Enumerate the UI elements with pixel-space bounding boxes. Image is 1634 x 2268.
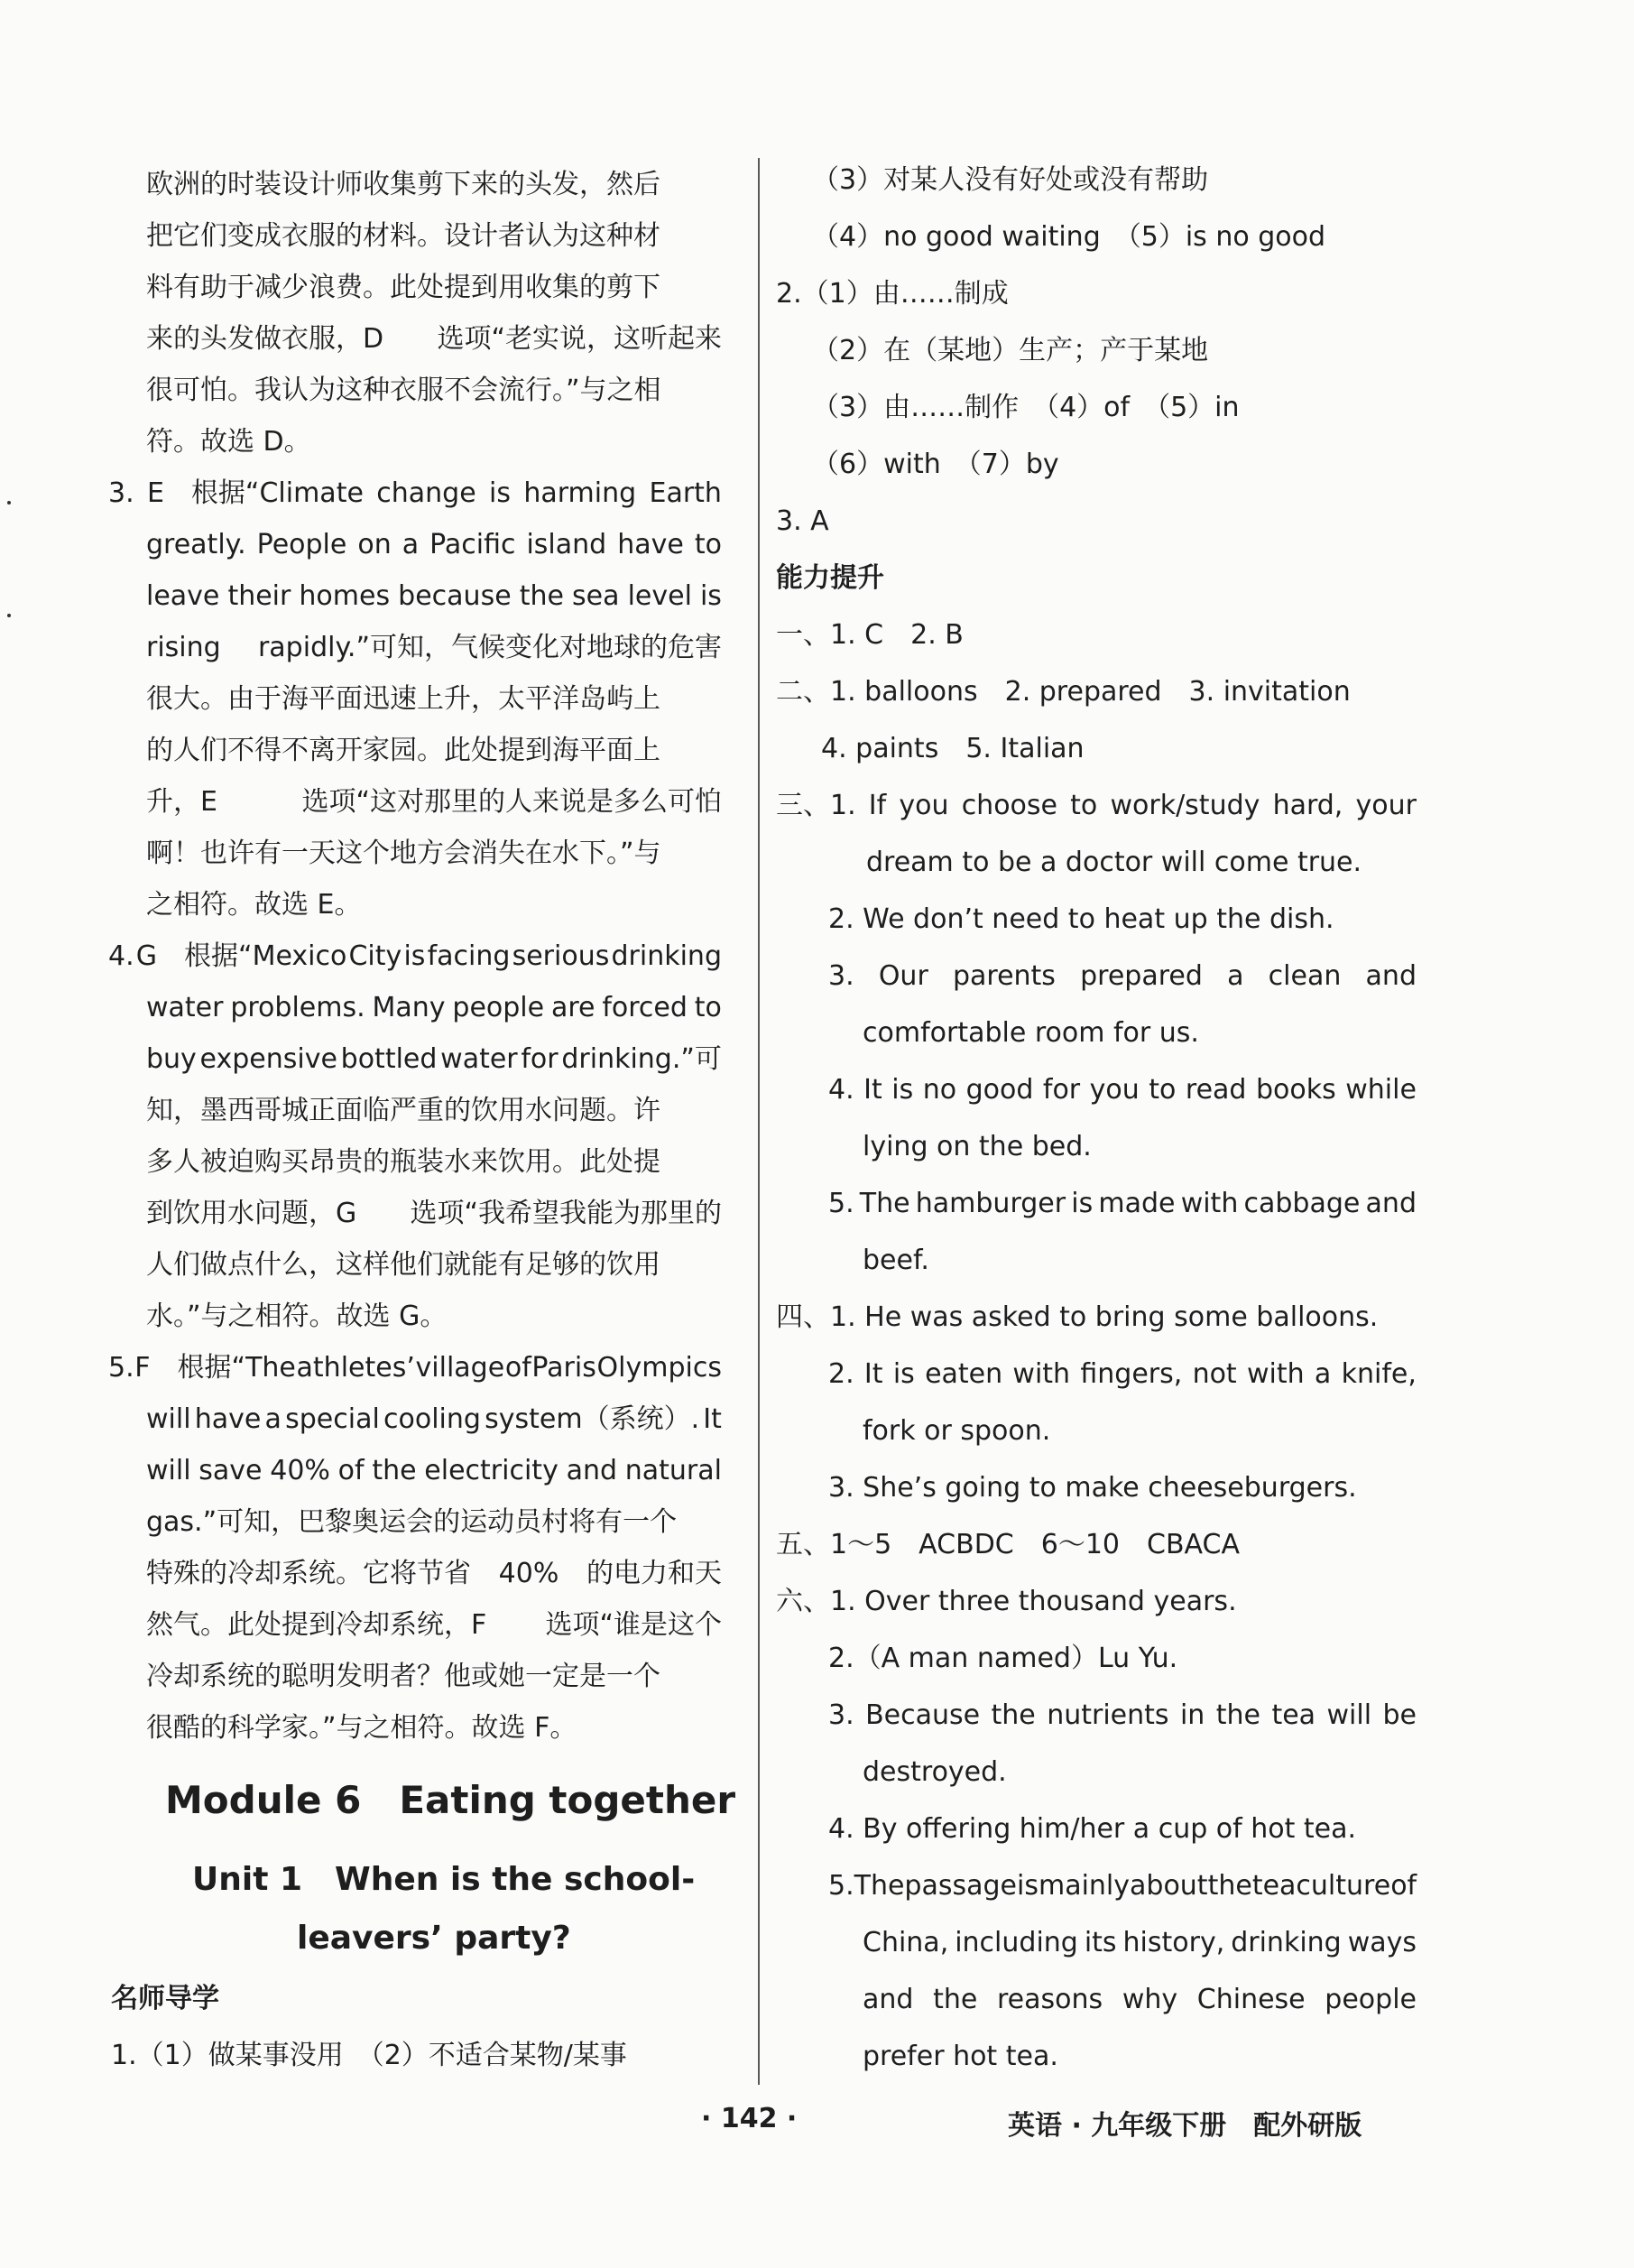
text-line: beef. [863, 1245, 929, 1276]
text-line: 五、1～5 ACBDC 6～10 CBACA [776, 1529, 1240, 1560]
text-line: 二、1. balloons 2. prepared 3. invitation [776, 676, 1351, 708]
text-line: 四、1. He was asked to bring some balloons. [776, 1301, 1379, 1333]
text-line: water problems. Many people are forced to [146, 992, 722, 1023]
margin-mark [7, 614, 11, 617]
text-line: （4）no good waiting （5）is no good [812, 221, 1326, 253]
text-line: 3. A [776, 505, 829, 537]
text-line: 特殊的冷却系统。它将节省 40% 的电力和天 [146, 1558, 722, 1589]
text-line: 4. G 根据“Mexico City is facing serious drinking [108, 940, 722, 972]
text-line: 的人们不得不离开家园。此处提到海平面上 [146, 735, 660, 766]
text-line: dream to be a doctor will come true. [866, 847, 1362, 878]
text-line: 欧洲的时装设计师收集剪下来的头发，然后 [146, 169, 660, 200]
text-line: 2.（A man named）Lu Yu. [828, 1643, 1178, 1674]
text-line: （3）由……制作 （4）of （5）in [812, 392, 1240, 423]
text-line: 5. The hamburger is made with cabbage and [828, 1188, 1417, 1219]
text-line: 知，墨西哥城正面临严重的饮用水问题。许 [146, 1095, 660, 1126]
text-line: 把它们变成衣服的材料。设计者认为这种材 [146, 220, 660, 252]
text-line: 然气。此处提到冷却系统，F 选项“谁是这个 [146, 1609, 722, 1641]
text-line: 3. She’s going to make cheeseburgers. [828, 1472, 1357, 1504]
page-number: · 142 · [701, 2103, 798, 2134]
text-line: 料有助于减少浪费。此处提到用收集的剪下 [146, 272, 660, 303]
text-line: （2）在（某地）生产；产于某地 [812, 335, 1209, 366]
text-line: 5. F 根据“The athletes’ village of Paris Olympics [108, 1352, 722, 1384]
text-line: 到饮用水问题，G 选项“我希望我能为那里的 [146, 1198, 722, 1229]
text-line: 水。”与之相符。故选 G。 [146, 1301, 448, 1332]
text-line: 冷却系统的聪明发明者？他或她一定是一个 [146, 1661, 660, 1692]
section-heading-guide: 名师导学 [111, 1983, 219, 2014]
unit-title-line-2: leavers’ party? [297, 1920, 571, 1957]
text-line: gas.”可知，巴黎奥运会的运动员村将有一个 [146, 1506, 678, 1538]
text-line: 很可怕。我认为这种衣服不会流行。”与之相 [146, 375, 661, 406]
text-line: 人们做点什么，这样他们就能有足够的饮用 [146, 1249, 660, 1281]
text-line: 3. Our parents prepared a clean and [828, 960, 1417, 992]
text-line: leave their homes because the sea level is [146, 580, 722, 612]
text-line: 3. E 根据“Climate change is harming Earth [108, 477, 722, 509]
text-line: 符。故选 D。 [146, 426, 311, 458]
text-line: 一、1. C 2. B [776, 619, 964, 651]
text-line: comfortable room for us. [863, 1017, 1199, 1049]
text-line: greatly. People on a Pacific island have to [146, 529, 722, 560]
column-divider [758, 158, 760, 2085]
unit-title-line-1: Unit 1 When is the school- [192, 1861, 696, 1898]
text-line: rising rapidly.”可知，气候变化对地球的危害 [146, 632, 722, 663]
text-line: China, including its history, drinking ways [863, 1927, 1417, 1958]
text-line: lying on the bed. [863, 1131, 1092, 1162]
text-line: 升，E 选项“这对那里的人来说是多么可怕 [146, 786, 722, 818]
text-line: 很酷的科学家。”与之相符。故选 F。 [146, 1712, 577, 1744]
text-line: 4. It is no good for you to read books while [828, 1074, 1417, 1106]
text-line: buy expensive bottled water for drinking.”可 [146, 1043, 722, 1075]
text-line: 三、1. If you choose to work/study hard, your [776, 790, 1417, 821]
text-line: 4. By offering him/her a cup of hot tea. [828, 1813, 1357, 1845]
text-line: fork or spoon. [863, 1415, 1051, 1447]
text-line: will have a special cooling system（系统）. It [146, 1403, 722, 1435]
book-title: 英语 · 九年级下册 配外研版 [1008, 2110, 1362, 2142]
text-line: 啊！也许有一天这个地方会消失在水下。”与 [146, 838, 661, 869]
text-line: 3. Because the nutrients in the tea will be [828, 1699, 1417, 1731]
text-line: 2.（1）由……制成 [776, 278, 1009, 310]
text-line: and the reasons why Chinese people [863, 1984, 1417, 2015]
text-line: will save 40% of the electricity and natural [146, 1455, 722, 1486]
text-line: （3）对某人没有好处或没有帮助 [812, 164, 1209, 196]
text-line: 2. We don’t need to heat up the dish. [828, 903, 1334, 935]
text-line: （6）with （7）by [812, 449, 1059, 480]
text-line: 2. It is eaten with fingers, not with a knife, [828, 1358, 1417, 1390]
text-line: 能力提升 [776, 562, 884, 594]
text-line: 来的头发做衣服，D 选项“老实说，这听起来 [146, 323, 722, 355]
text-line: destroyed. [863, 1756, 1007, 1788]
text-line: 六、1. Over three thousand years. [776, 1586, 1237, 1617]
module-title: Module 6 Eating together [165, 1778, 736, 1822]
text-line: 5. The passage is mainly about the tea culture of [828, 1870, 1417, 1902]
guide-answer-line: 1.（1）做某事没用 （2）不适合某物/某事 [111, 2040, 627, 2071]
margin-mark [7, 501, 11, 505]
text-line: prefer hot tea. [863, 2041, 1058, 2072]
text-line: 多人被迫购买昂贵的瓶装水来饮用。此处提 [146, 1146, 660, 1178]
text-line: 4. paints 5. Italian [821, 733, 1085, 764]
text-line: 之相符。故选 E。 [146, 889, 362, 921]
text-line: 很大。由于海平面迅速上升，太平洋岛屿上 [146, 683, 660, 715]
